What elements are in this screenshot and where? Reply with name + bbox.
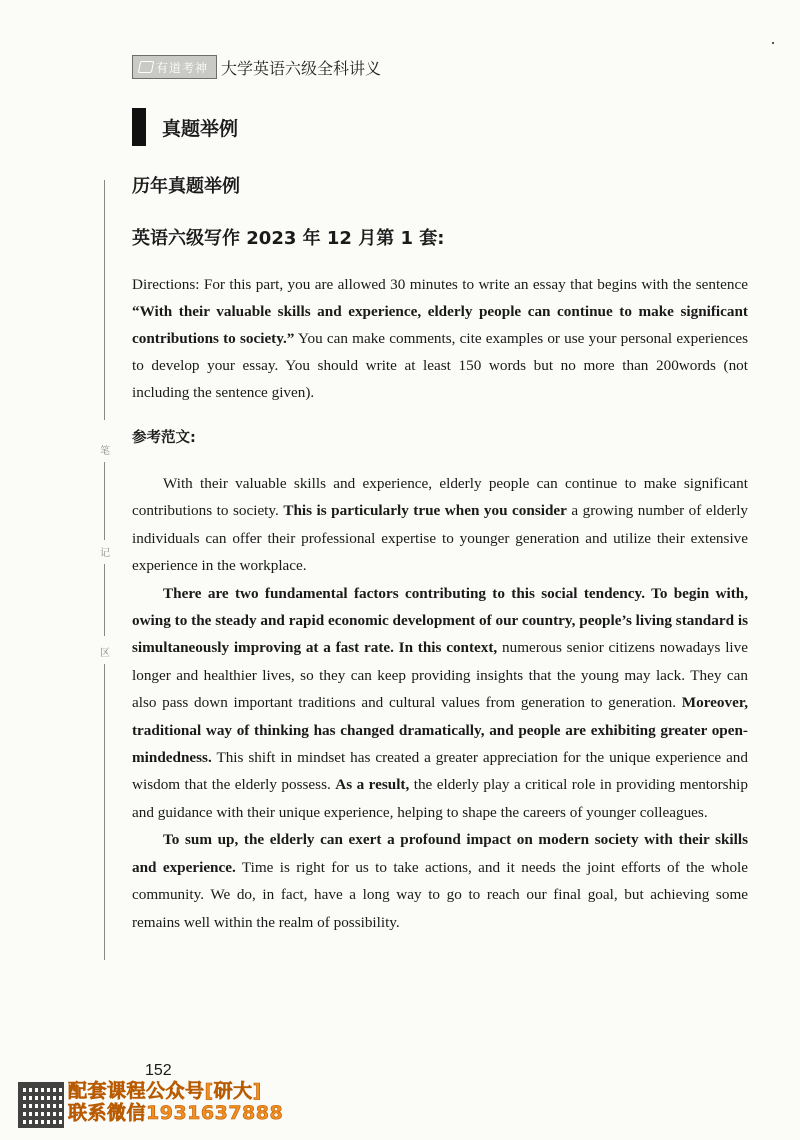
- exam-title: 英语六级写作 2023 年 12 月第 1 套:: [132, 228, 445, 249]
- sample-essay: [132, 470, 748, 936]
- margin-rule: [104, 664, 105, 960]
- essay-text: Time is right for us to take actions, and it needs the joint efforts of the whole community. We do, in fact, have a long way to go to reach our final goal, but achieving some remains well within the realm of possibility.: [132, 858, 748, 931]
- margin-rule: [104, 564, 105, 636]
- promo-watermark: [18, 1080, 283, 1128]
- section-marker: [132, 108, 146, 146]
- page-number: 152: [145, 1062, 172, 1079]
- essay-text: a growing number of elderly individuals can offer their professional expertise to younger generation and utilize their extensive experience in the workplace.: [132, 502, 749, 575]
- essay-text: With their valuable skills and experience, elderly people can continue to make significant contributions to society.: [132, 475, 748, 520]
- essay-text: This shift in mindset has created a greater appreciation for the unique experience and wisdom that the elderly possess.: [132, 749, 748, 794]
- margin-note-char: 记: [100, 548, 110, 559]
- scan-speck: [772, 42, 774, 44]
- essay-highlight: This is particularly true when you consider: [283, 502, 567, 520]
- prompt-sentence: “With their valuable skills and experience, elderly people can continue to make significant contributions to society.”: [132, 303, 748, 347]
- essay-text: numerous senior citizens nowadays live longer and healthier lives, so they can keep providing insights that the young may lack. They can also pass down important traditions and cultural values from generation to generation.: [132, 639, 748, 712]
- promo-line: 联系微信1931637888: [68, 1102, 284, 1124]
- margin-rule: [104, 462, 105, 540]
- qr-code-icon: [18, 1082, 64, 1128]
- essay-highlight: As a result,: [335, 776, 410, 794]
- book-title: 大学英语六级全科讲义: [221, 58, 382, 78]
- directions-text: [132, 271, 748, 406]
- essay-text: the elderly play a critical role in providing mentorship and guidance with their unique experience, helping to shape the careers of younger colleagues.: [132, 776, 748, 821]
- section-title: 真题举例: [162, 118, 239, 140]
- directions-suffix: You can make comments, cite examples or use your personal experiences to develop your essay. You should write at least 150 words but no more than 200words (not including the sentence given).: [132, 330, 748, 401]
- book-icon: [138, 61, 155, 73]
- promo-text: [68, 1080, 283, 1124]
- essay-paragraph: [132, 470, 748, 580]
- publisher-logo: [132, 55, 217, 79]
- logo-text: 有道考神: [156, 60, 209, 75]
- directions-prefix: Directions: For this part, you are allowed 30 minutes to write an essay that begins with the sentence: [132, 276, 748, 293]
- essay-highlight: Moreover, traditional way of thinking has changed dramatically, and people are exhibiting greater open-mindedness.: [132, 694, 748, 767]
- reference-label: 参考范文:: [132, 430, 196, 446]
- margin-note-char: 区: [100, 648, 110, 659]
- essay-paragraph: [132, 826, 748, 936]
- page-header: [132, 54, 381, 80]
- subsection-title: 历年真题举例: [132, 176, 240, 197]
- essay-paragraph: [132, 580, 748, 827]
- essay-highlight: There are two fundamental factors contributing to this social tendency. To begin with, owing to the steady and rapid economic development of our country, people’s living standard is simultaneously improving at a fast rate. In this context,: [132, 584, 748, 657]
- promo-line: 配套课程公众号[研大]: [68, 1080, 262, 1102]
- margin-rule: [104, 180, 105, 420]
- essay-highlight: To sum up, the elderly can exert a profound impact on modern society with their skills and experience.: [132, 831, 748, 876]
- margin-note-char: 笔: [100, 446, 110, 457]
